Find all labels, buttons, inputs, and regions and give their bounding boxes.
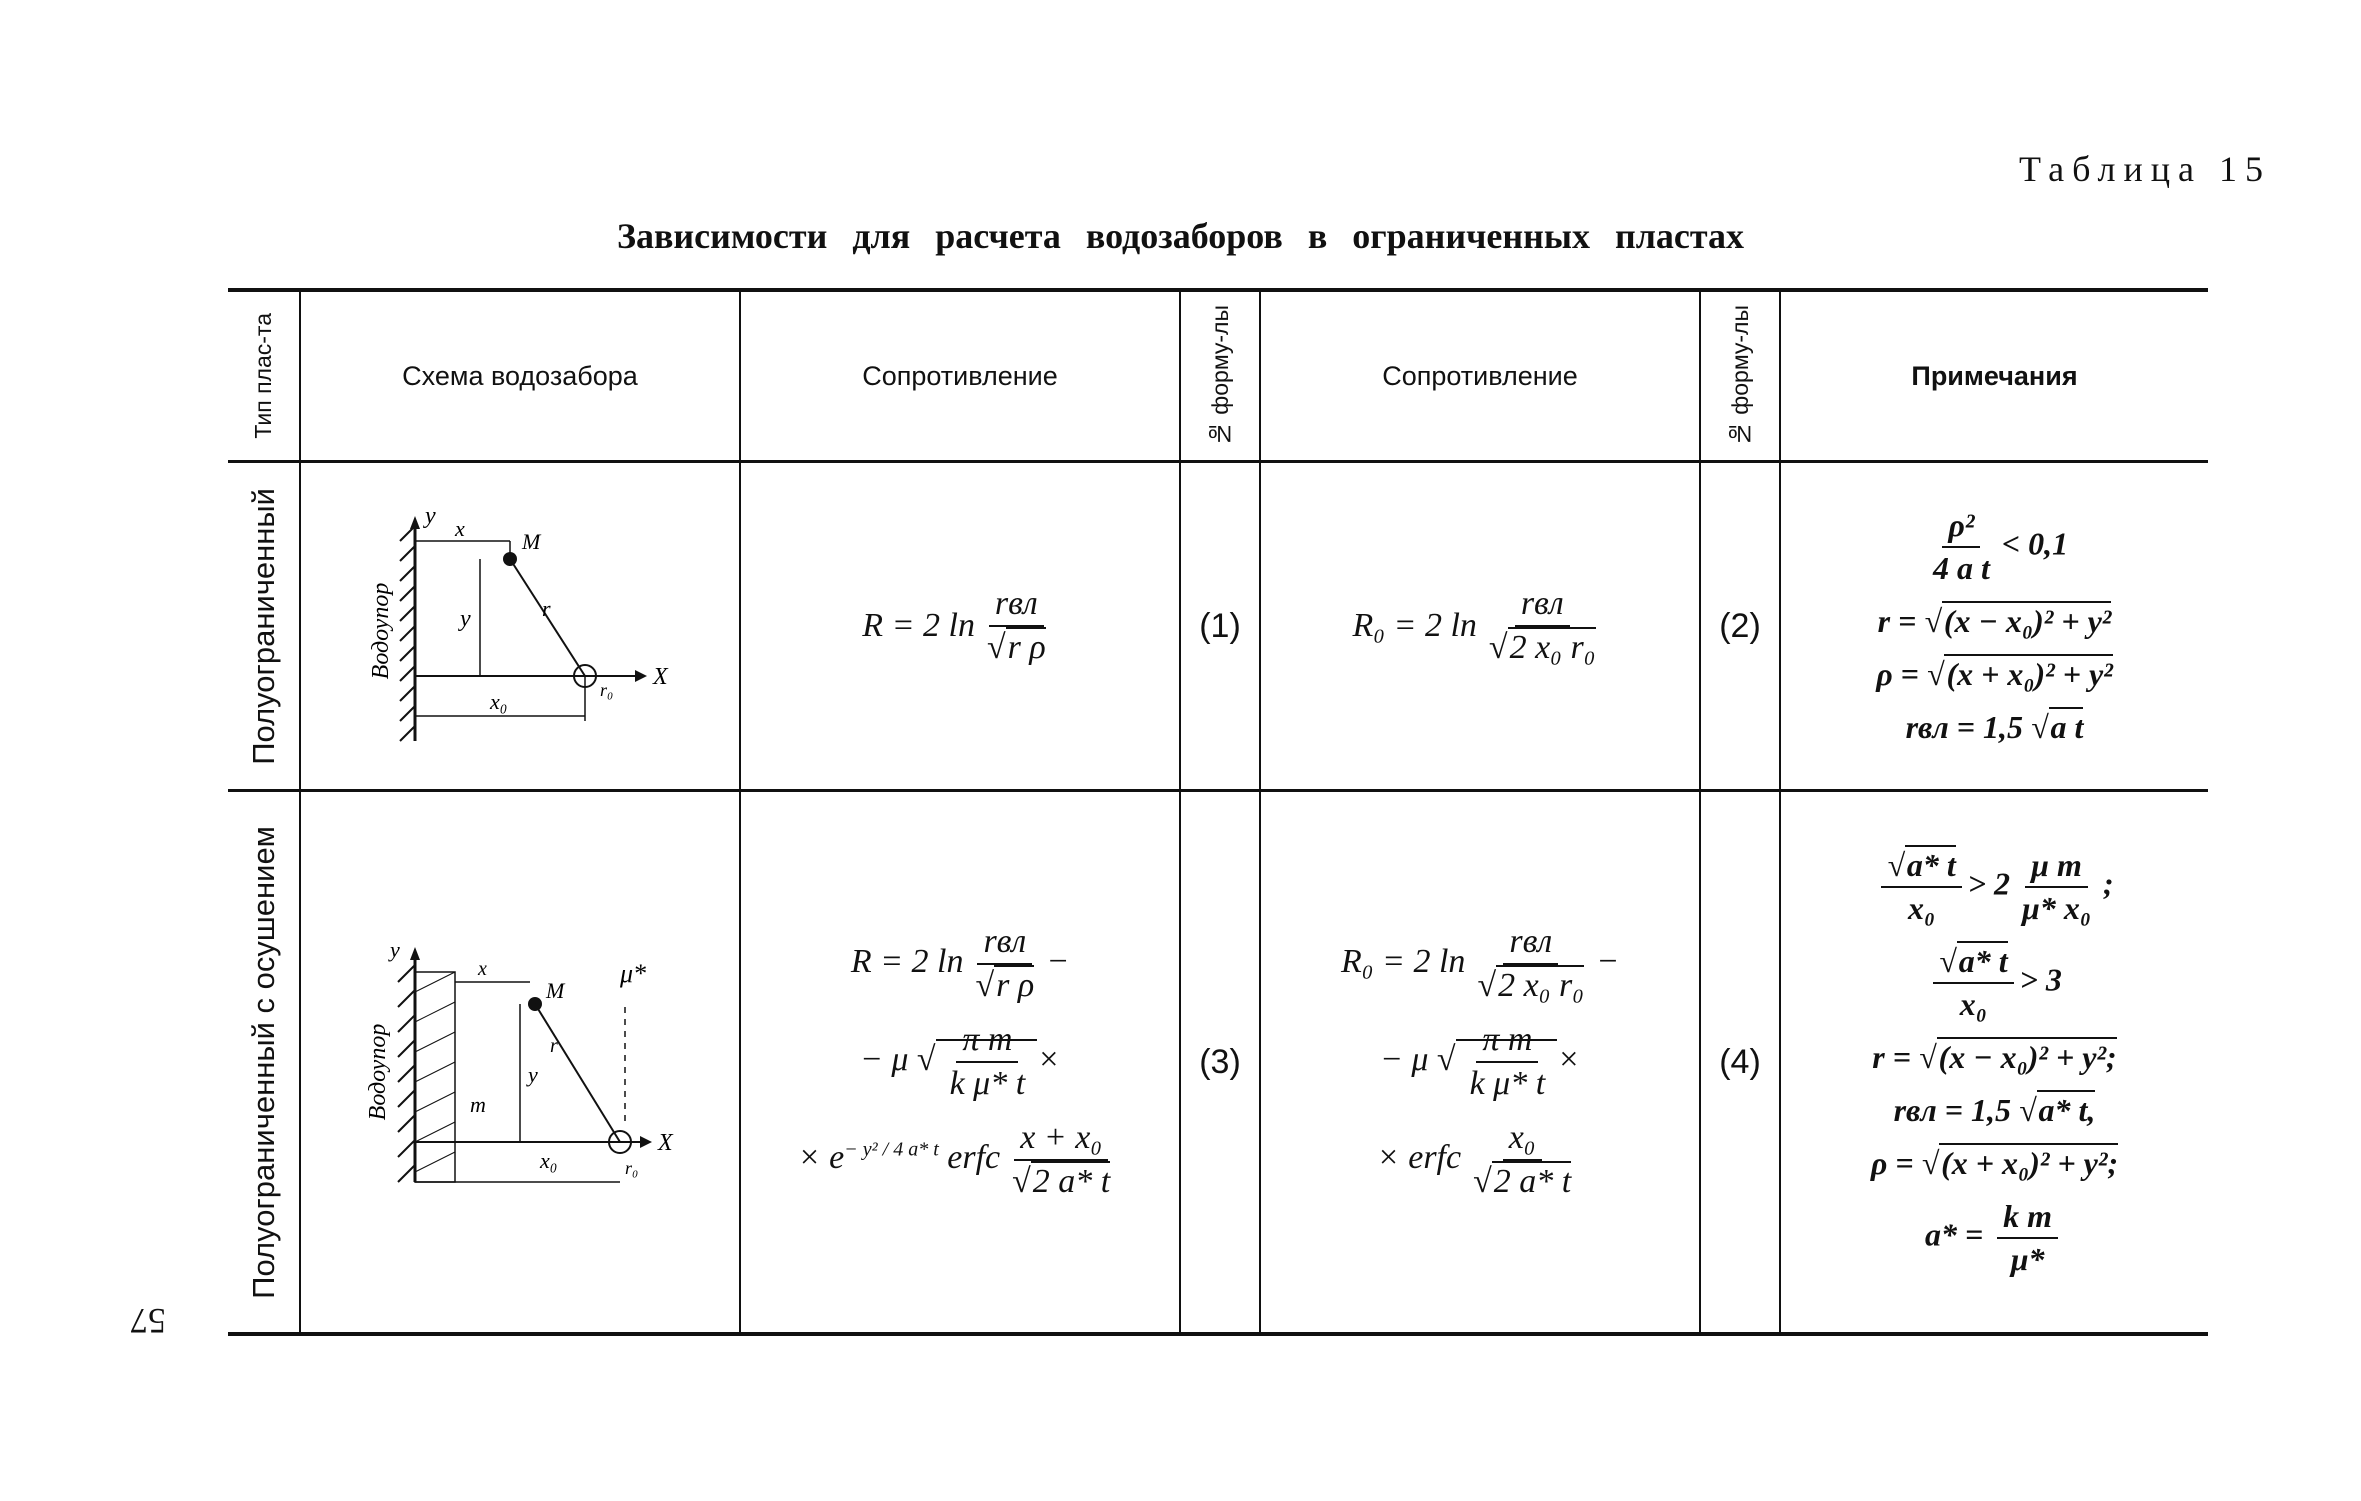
row1-type: Полуограниченный bbox=[228, 462, 300, 791]
svg-text:x₀: x₀ bbox=[540, 1148, 558, 1173]
row1-notes: $\frac{\text{ρ²}}{\text{4 a t}}$ < 0,1 r = √(x − x₀)² + y² ρ = √(x + x₀)² + y² rвл = 1,5 √a t bbox=[1780, 462, 2208, 791]
scheme-diagram-2 bbox=[320, 912, 720, 1212]
row2-formula-4-number: (4) bbox=[1700, 791, 1780, 1335]
svg-text:r: r bbox=[542, 596, 551, 621]
svg-text:X: X bbox=[658, 1130, 673, 1156]
svg-text:y: y bbox=[390, 937, 400, 962]
svg-text:x₀: x₀ bbox=[490, 689, 508, 714]
svg-text:y: y bbox=[425, 503, 436, 529]
svg-text:M: M bbox=[522, 529, 541, 554]
header-notes: Примечания bbox=[1780, 290, 2208, 462]
row1-formula-1: R = 2 ln rвл √r ρ bbox=[740, 462, 1180, 791]
row2-formula-3: R = 2 ln rвл √r ρ − − μ √ $\frac{\text{π m}}{\text{k μ* t}}$ × × $e^{- y^2 / 4 a* t}$ erfc $\frac{\text{x + x₀}}{√2 a* t}$ bbox=[740, 791, 1180, 1335]
header-formula-no-1: № форму-лы bbox=[1180, 290, 1260, 462]
formula-table bbox=[228, 288, 2208, 1336]
svg-text:r₀: r₀ bbox=[625, 1158, 639, 1178]
svg-text:r: r bbox=[550, 1035, 558, 1057]
table-header-row bbox=[228, 290, 2208, 462]
svg-text:X: X bbox=[653, 664, 668, 690]
header-resistance-1: Сопротивление bbox=[740, 290, 1180, 462]
svg-text:x: x bbox=[455, 516, 465, 541]
page-number: 57 bbox=[130, 1301, 166, 1341]
table-title: Зависимости для расчета водозаборов в ограниченных пластах bbox=[616, 216, 1745, 256]
svg-text:m: m bbox=[470, 1092, 486, 1117]
scheme-label-1: Водоупор bbox=[368, 582, 394, 680]
svg-text:y: y bbox=[528, 1062, 538, 1087]
row1-formula-2-number: (2) bbox=[1700, 462, 1780, 791]
row2-formula-4: R₀ = 2 ln rвл √2 x₀ r₀ − − μ √ $\frac{\text{π m}}{\text{k μ* t}}$ × × erfc $\frac{\text{x₀}}{√2 a* t}$ bbox=[1260, 791, 1700, 1335]
row1-scheme bbox=[300, 462, 740, 791]
header-resistance-2: Сопротивление bbox=[1260, 290, 1700, 462]
row2-formula-3-number: (3) bbox=[1180, 791, 1260, 1335]
row2-type: Полуограниченный с осушением bbox=[228, 791, 300, 1335]
svg-text:μ*: μ* bbox=[620, 959, 647, 988]
svg-text:y: y bbox=[460, 606, 471, 632]
header-scheme: Схема водозабора bbox=[300, 290, 740, 462]
table-row bbox=[228, 462, 2208, 791]
svg-text:x: x bbox=[478, 958, 487, 980]
row1-formula-1-number: (1) bbox=[1180, 462, 1260, 791]
row1-formula-2: R₀ = 2 ln rвл √2 x₀ r₀ bbox=[1260, 462, 1700, 791]
row2-notes: $\frac{√a* t}{\text{x₀}}$ > 2 $\frac{\text{μ m}}{\text{μ* x₀}}$ ; $\frac{√a* t}{\text{x₀}}$ > 3 r = √(x − x₀)² + y²; rвл = 1,5 √a* t, ρ = √(x + x₀)² + y²; a* = $\frac{\text{k m}}{\mu*}$ bbox=[1780, 791, 2208, 1335]
svg-text:M: M bbox=[546, 978, 565, 1003]
row2-scheme bbox=[300, 791, 740, 1335]
header-formula-no-2: № форму-лы bbox=[1700, 290, 1780, 462]
table-row bbox=[228, 791, 2208, 1335]
scheme-label-2: Водоупор bbox=[365, 1023, 391, 1121]
scheme-diagram-1 bbox=[320, 481, 720, 771]
header-type: Тип плас-та bbox=[228, 290, 300, 462]
table-label: Таблица 15 bbox=[2019, 149, 2271, 189]
svg-text:r₀: r₀ bbox=[600, 680, 614, 700]
